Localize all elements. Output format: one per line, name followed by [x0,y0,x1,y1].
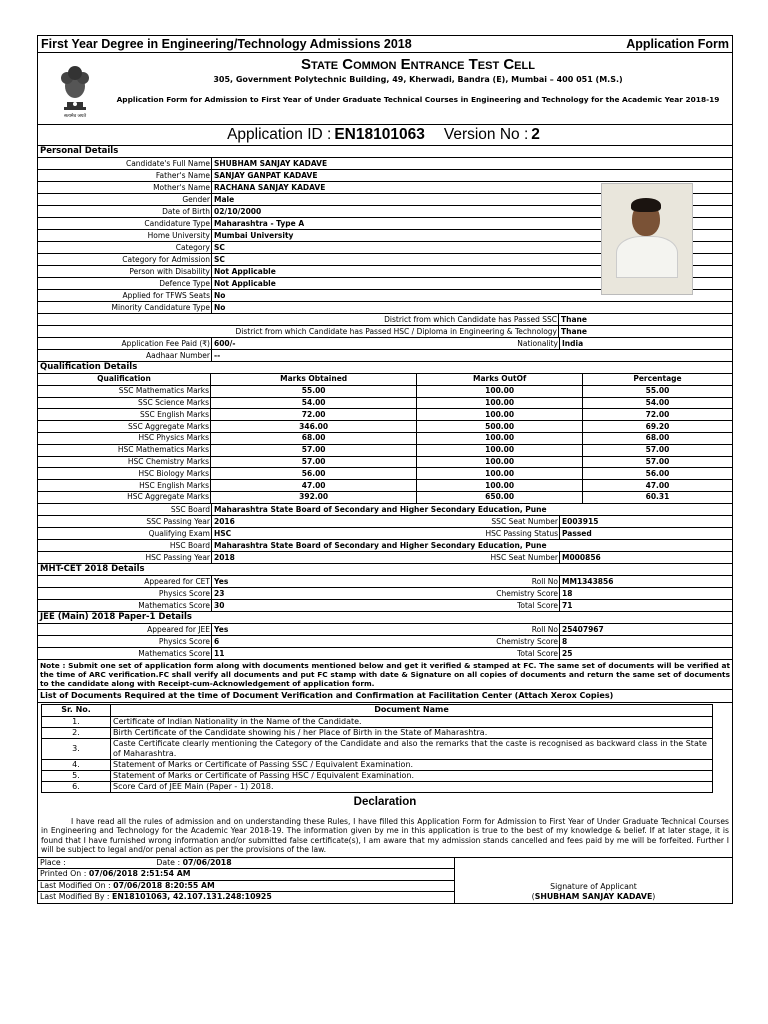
marks-cell: 100.00 [417,409,583,421]
cet-score-row [38,588,732,600]
hsc-board-row [38,540,732,552]
version-label: Version No : [443,126,529,143]
table-row [38,468,732,480]
marks-cell: 100.00 [417,385,583,397]
marks-cell: 100.00 [417,468,583,480]
national-emblem-icon [50,58,100,118]
marks-cell: 69.20 [582,421,732,433]
marks-cell: 47.00 [211,480,417,492]
nationality-label: Nationality [388,338,560,349]
document-name-cell: Score Card of JEE Main (Paper - 1) 2018. [111,781,713,792]
table-row [38,409,732,421]
version-value: 2 [531,126,540,143]
qualification-cell: HSC English Marks [38,480,211,492]
serial-number-cell: 5. [42,770,111,781]
cet-total-label: Total Score [388,600,560,611]
personal-field-row [38,170,732,182]
jee-maths-value: 11 [214,648,225,658]
form-top-bar [38,36,732,53]
fee-label: Application Fee Paid (₹) [38,338,212,349]
table-row [42,738,713,759]
marks-cell: 392.00 [211,491,417,503]
ssc-board-label: SSC Board [38,504,212,515]
qualification-cell: SSC Science Marks [38,397,211,409]
marks-cell: 346.00 [211,421,417,433]
photo-hair [631,198,661,212]
hsc-district-value: Thane [561,327,587,336]
table-row [38,421,732,433]
field-label: Applied for TFWS Seats [38,290,212,301]
qualification-cell: HSC Biology Marks [38,468,211,480]
qualification-cell: SSC English Marks [38,409,211,421]
hsc-status-label: HSC Passing Status [388,528,560,539]
svg-text:सत्यमेव जयते: सत्यमेव जयते [63,114,87,118]
photo-shirt [616,236,678,278]
personal-details-heading: Personal Details [38,146,732,158]
field-label: Category for Admission [38,254,212,265]
jee-roll-value: 25407967 [562,624,604,634]
documents-rows [42,716,713,792]
marks-cell: 57.00 [582,456,732,468]
fee-row [38,338,732,350]
jee-total-label: Total Score [388,648,560,659]
marks-cell: 100.00 [417,432,583,444]
qualification-cell: HSC Aggregate Marks [38,491,211,503]
cet-total-row [38,600,732,612]
printed-row [38,869,454,881]
qualifying-exam-label: Qualifying Exam [38,528,212,539]
field-label: Father's Name [38,170,212,181]
ssc-year-row [38,516,732,528]
org-name: State Common Entrance Test Cell [301,56,535,73]
field-value: Male [214,195,235,204]
table-row [38,491,732,503]
jee-appeared-value: Yes [214,624,229,634]
field-label: Candidature Type [38,218,212,229]
documents-table [41,704,713,793]
field-value: SC [214,255,225,264]
marks-cell: 100.00 [417,397,583,409]
serial-number-cell: 6. [42,781,111,792]
qualifying-exam-row [38,528,732,540]
table-row [42,781,713,792]
field-value: SC [214,243,225,252]
cet-maths-label: Mathematics Score [38,600,212,611]
cet-physics-value: 23 [214,588,225,598]
documents-heading: List of Documents Required at the time of Document Verification and Confirmation at Facilitation Center (Attach Xerox Copies) [38,690,732,703]
form-type-label: Application Form [626,37,729,51]
marks-cell: 54.00 [211,397,417,409]
modified-by-label: Last Modified By : [40,892,110,902]
field-value: Not Applicable [214,279,276,288]
modified-value: 07/06/2018 8:20:55 AM [113,880,215,890]
fee-value: 600/- [214,339,236,348]
hsc-seat-label: HSC Seat Number [388,552,560,563]
serial-number-cell: 2. [42,727,111,738]
jee-maths-label: Mathematics Score [38,648,212,659]
marks-cell: 100.00 [417,444,583,456]
signature-name-line: (SHUBHAM SANJAY KADAVE) [531,891,656,901]
hsc-district-label: District from which Candidate has Passed HSC / Diploma in Engineering & Technology [38,326,559,337]
form-footer [38,858,732,903]
marks-cell: 68.00 [582,432,732,444]
date-value: 07/06/2018 [182,857,232,867]
marks-cell: 57.00 [211,444,417,456]
qualification-cell: HSC Physics Marks [38,432,211,444]
field-value: SHUBHAM SANJAY KADAVE [214,159,328,168]
table-row [42,716,713,727]
marks-cell: 55.00 [211,385,417,397]
jee-chemistry-value: 8 [562,636,568,646]
table-row [38,456,732,468]
marks-cell: 57.00 [582,444,732,456]
marks-cell: 60.31 [582,491,732,503]
field-label: Person with Disability [38,266,212,277]
field-value: Mumbai University [214,231,294,240]
marks-cell: 47.00 [582,480,732,492]
ssc-year-label: SSC Passing Year [38,516,212,527]
jee-total-row [38,648,732,660]
field-label: Gender [38,194,212,205]
ssc-seat-label: SSC Seat Number [388,516,560,527]
marks-cell: 56.00 [582,468,732,480]
hsc-year-row [38,552,732,564]
field-value: 02/10/2000 [214,207,262,216]
nationality-value: India [562,339,584,348]
column-header: Marks Obtained [211,374,417,385]
jee-appeared-row [38,624,732,636]
serial-number-cell: 3. [42,738,111,759]
marks-cell: 57.00 [211,456,417,468]
marks-cell: 56.00 [211,468,417,480]
field-value: Not Applicable [214,267,276,276]
field-label: Home University [38,230,212,241]
cet-appeared-row [38,576,732,588]
jee-appeared-label: Appeared for JEE [38,624,212,635]
hsc-board-label: HSC Board [38,540,212,551]
marks-cell: 55.00 [582,385,732,397]
org-header [38,53,732,125]
qualification-rows [38,385,732,503]
footer-meta [38,858,455,903]
marks-cell: 100.00 [417,480,583,492]
signature-name: SHUBHAM SANJAY KADAVE [534,891,653,901]
cet-physics-label: Physics Score [38,588,212,599]
ssc-district-value: Thane [561,315,587,324]
aadhaar-value: -- [214,351,221,360]
modified-row [38,881,454,893]
jee-roll-label: Roll No [388,624,560,635]
document-name-cell: Statement of Marks or Certificate of Passing SSC / Equivalent Examination. [111,759,713,770]
field-label: Date of Birth [38,206,212,217]
hsc-year-label: HSC Passing Year [38,552,212,563]
jee-score-row [38,636,732,648]
qualification-cell: SSC Aggregate Marks [38,421,211,433]
application-id-bar [38,125,732,146]
qualification-cell: HSC Mathematics Marks [38,444,211,456]
column-header: Sr. No. [42,704,111,716]
ssc-seat-value: E003915 [562,516,599,526]
qualification-cell: HSC Chemistry Marks [38,456,211,468]
marks-cell: 100.00 [417,456,583,468]
cet-chemistry-value: 18 [562,588,573,598]
personal-field-row [38,158,732,170]
declaration-title: Declaration [353,795,417,808]
table-row [38,444,732,456]
table-row [38,480,732,492]
document-name-cell: Statement of Marks or Certificate of Passing HSC / Equivalent Examination. [111,770,713,781]
hsc-seat-value: M000856 [562,552,601,562]
ssc-district-label: District from which Candidate has Passed SSC [38,314,559,325]
ssc-district-row [38,314,732,326]
marks-cell: 72.00 [582,409,732,421]
table-row [38,432,732,444]
cet-heading: MHT-CET 2018 Details [38,564,732,576]
cet-appeared-value: Yes [214,576,229,586]
table-row [42,770,713,781]
jee-heading: JEE (Main) 2018 Paper-1 Details [38,612,732,624]
hsc-status-value: Passed [562,528,592,538]
field-value: No [214,291,226,300]
modified-by-row [38,892,454,903]
signature-label: Signature of Applicant [550,881,637,891]
printed-value: 07/06/2018 2:51:54 AM [88,869,191,879]
cet-maths-value: 30 [214,600,225,610]
marks-cell: 68.00 [211,432,417,444]
printed-label: Printed On : [40,869,87,879]
signature-box [455,858,732,903]
hsc-district-row [38,326,732,338]
aadhaar-label: Aadhaar Number [38,350,212,361]
jee-physics-value: 6 [214,636,220,646]
serial-number-cell: 1. [42,716,111,727]
declaration-text: I have read all the rules of admission and on understanding these Rules, I have filled this Application Form for Admission to First Year of Under Graduate Technical Courses in Engineering and Technology for the Academic Year 2018-19. The information given by me in this application is true to the best of my knowledge & belief. If at later stage, it is found that I have furnished wrong information and/or submitted false certificate(s), I am aware that my admission stands cancelled and fees paid by me will be forfeited. Further I will be subject to legal and/or penal action as per the provisions of the law. [38,808,732,858]
cet-roll-label: Roll No [388,576,560,587]
application-id-value: EN18101063 [334,126,425,143]
marks-cell: 72.00 [211,409,417,421]
field-value: No [214,303,226,312]
place-label: Place : [40,857,66,867]
qualification-heading: Qualification Details [38,362,732,374]
hsc-board-value: Maharashtra State Board of Secondary and Higher Secondary Education, Pune [214,540,547,550]
field-label: Defence Type [38,278,212,289]
hsc-year-value: 2018 [214,552,235,562]
field-label: Candidate's Full Name [38,158,212,169]
qualifying-exam-value: HSC [214,528,232,538]
jee-chemistry-label: Chemistry Score [388,636,560,647]
table-row [42,759,713,770]
ssc-board-row [38,504,732,516]
admission-title: First Year Degree in Engineering/Technology Admissions 2018 [41,37,412,51]
ssc-year-value: 2016 [214,516,235,526]
field-label: Category [38,242,212,253]
cet-chemistry-label: Chemistry Score [388,588,560,599]
table-row [42,727,713,738]
table-row [38,397,732,409]
document-name-cell: Certificate of Indian Nationality in the Name of the Candidate. [111,716,713,727]
cet-appeared-label: Appeared for CET [38,576,212,587]
candidate-photo [601,183,693,295]
application-form [37,35,733,904]
submission-note: Note : Submit one set of application form along with documents mentioned below and get it verified & stamped at FC. The same set of documents will be verified at the time of ARC verification.FC shall verify all documents and put FC stamp with date & Signature on all copies of documents and return the same set of documents to the candidate along with Receipt-cum-Acknowledgement of application form. [40,660,730,688]
marks-cell: 500.00 [417,421,583,433]
field-value: Maharashtra - Type A [214,219,305,228]
table-row [38,385,732,397]
document-name-cell: Caste Certificate clearly mentioning the Category of the Candidate and also the remarks that the caste is recognised as backward class in the State of Maharashtra. [111,738,713,759]
org-address: 305, Government Polytechnic Building, 49, Kherwadi, Bandra (E), Mumbai – 400 051 (M.S.) [213,75,623,84]
serial-number-cell: 4. [42,759,111,770]
place-date-row [38,858,454,870]
column-header: Qualification [38,374,211,385]
aadhaar-row [38,350,732,362]
marks-cell: 650.00 [417,491,583,503]
modified-label: Last Modified On : [40,880,111,890]
column-header: Document Name [111,704,713,716]
jee-physics-label: Physics Score [38,636,212,647]
column-header: Percentage [582,374,732,385]
jee-total-value: 25 [562,648,573,658]
personal-field-row [38,302,732,314]
ssc-board-value: Maharashtra State Board of Secondary and Higher Secondary Education, Pune [214,504,547,514]
field-label: Mother's Name [38,182,212,193]
document-name-cell: Birth Certificate of the Candidate showing his / her Place of Birth in the State of Maharashtra. [111,727,713,738]
qualification-header-row [38,374,732,385]
qualification-cell: SSC Mathematics Marks [38,385,211,397]
column-header: Marks OutOf [417,374,583,385]
field-value: SANJAY GANPAT KADAVE [214,171,318,180]
cet-total-value: 71 [562,600,573,610]
modified-by-value: EN18101063, 42.107.131.248:10925 [112,892,272,902]
field-value: RACHANA SANJAY KADAVE [214,183,326,192]
qualification-table [38,374,732,504]
cet-roll-value: MM1343856 [562,576,614,586]
form-subtitle: Application Form for Admission to First Year of Under Graduate Technical Courses in Engineering and Technology for the Academic Year 2018-19 [116,95,720,104]
documents-header-row [42,704,713,716]
application-id-label: Application ID : [227,126,332,143]
date-label: Date : [156,857,181,867]
personal-details [38,158,732,314]
marks-cell: 54.00 [582,397,732,409]
field-label: Minority Candidature Type [38,302,212,313]
